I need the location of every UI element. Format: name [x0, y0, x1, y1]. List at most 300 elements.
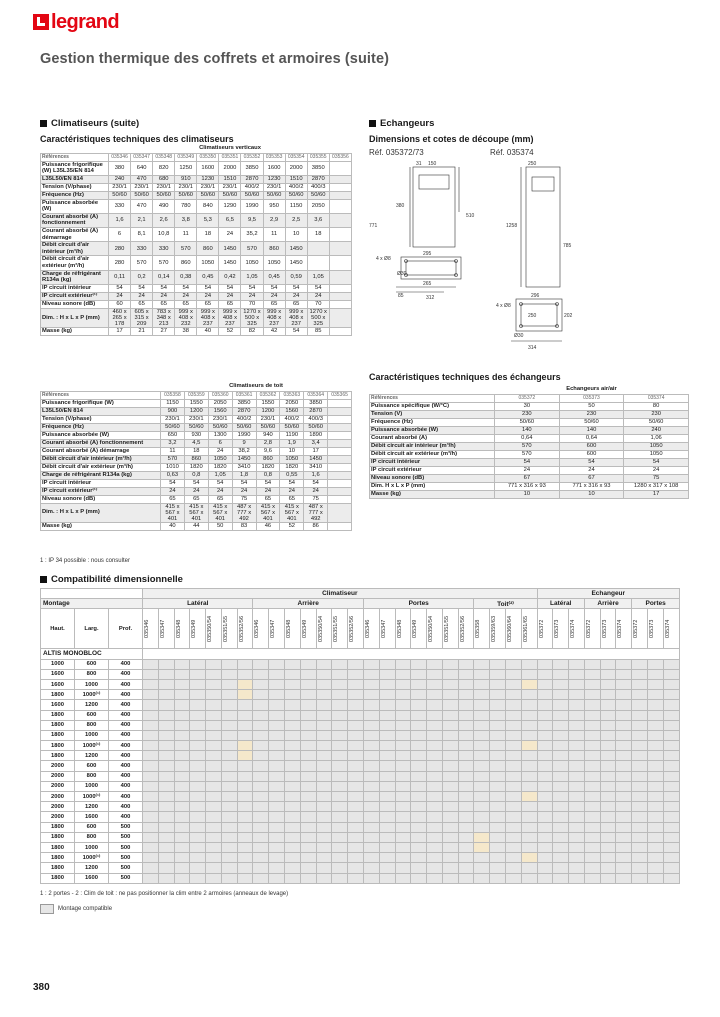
compat-mark-cell	[158, 720, 174, 730]
table-cell: 50/60	[208, 423, 232, 431]
table-title: Climatiseurs de toit	[161, 383, 352, 391]
compat-mark-cell	[553, 781, 569, 791]
compat-mark-cell	[490, 659, 506, 669]
compat-mark-cell	[521, 832, 537, 842]
compat-code: 035374	[570, 619, 577, 639]
compat-mark-cell	[474, 700, 490, 710]
compat-mark-cell	[600, 863, 616, 873]
table-cell: 035373	[559, 394, 624, 402]
compat-mark-cell	[158, 802, 174, 812]
clim-toit-table-wrap	[40, 383, 352, 531]
table-cell: 50/60	[307, 191, 329, 199]
compat-mark-cell	[490, 741, 506, 751]
compat-mark-cell	[332, 700, 348, 710]
compat-mark-cell	[553, 771, 569, 781]
table-cell: 4,5	[184, 439, 208, 447]
compat-mark-cell	[221, 730, 237, 740]
compat-code-cell	[158, 609, 174, 649]
compat-mark-cell	[537, 802, 553, 812]
compat-code-cell	[427, 609, 443, 649]
compat-mark-cell	[521, 679, 537, 689]
compat-mark-cell	[505, 853, 521, 863]
table-cell: 330	[131, 242, 153, 256]
table-cell: 82	[241, 327, 263, 335]
compat-mark-cell	[505, 781, 521, 791]
table-cell: 2,9	[263, 213, 285, 227]
compat-code: 035347	[159, 619, 166, 639]
table-cell: 035356	[329, 153, 351, 161]
compat-mark-cell	[395, 679, 411, 689]
compat-mark-cell	[221, 842, 237, 852]
table-cell: 24	[263, 292, 285, 300]
compat-mark-cell	[285, 761, 301, 771]
compat-mark-cell	[553, 853, 569, 863]
compat-mark-cell	[600, 853, 616, 863]
compat-mark-cell	[600, 700, 616, 710]
compat-mark-cell	[363, 771, 379, 781]
table-cell: 24	[131, 292, 153, 300]
compat-mark-cell	[632, 669, 648, 679]
compat-dim-cell: 1000⁽¹⁾	[75, 853, 109, 863]
table-row	[370, 490, 689, 498]
table-row	[41, 522, 352, 530]
table-cell: 860	[184, 455, 208, 463]
row-label: Courant absorbé (A) démarrage	[41, 447, 161, 455]
compat-mark-cell	[632, 812, 648, 822]
compat-mark-cell	[442, 863, 458, 873]
compat-mark-cell	[490, 771, 506, 781]
table-cell: 1990	[241, 199, 263, 213]
table-cell: 1450	[285, 242, 307, 256]
compat-mark-cell	[316, 781, 332, 791]
compat-mark-cell	[206, 873, 222, 883]
compat-mark-cell	[537, 771, 553, 781]
compat-mark-cell	[490, 679, 506, 689]
row-label: Puissance absorbée (W)	[370, 426, 495, 434]
compat-mark-cell	[300, 802, 316, 812]
compat-code: 035349	[412, 619, 419, 639]
compat-mark-cell	[600, 720, 616, 730]
compat-mark-cell	[411, 802, 427, 812]
table-cell	[329, 308, 351, 327]
table-cell: 771 x 316 x 93	[559, 482, 624, 490]
compat-mark-cell	[490, 832, 506, 842]
compat-mark-cell	[348, 710, 364, 720]
compat-mark-cell	[427, 730, 443, 740]
table-cell: 400/2	[232, 415, 256, 423]
compat-mark-cell	[316, 730, 332, 740]
compat-mark-cell	[537, 761, 553, 771]
dim-a-265: 265	[423, 281, 432, 287]
compat-mark-cell	[237, 730, 253, 740]
compat-mark-cell	[411, 853, 427, 863]
compat-mark-cell	[648, 802, 664, 812]
table-row	[41, 455, 352, 463]
compat-mark-cell	[600, 781, 616, 791]
table-cell: 415 x 567 x 401	[208, 503, 232, 522]
compat-mark-cell	[648, 781, 664, 791]
compat-mark-cell	[174, 863, 190, 873]
dim-a-dia30: Ø30	[397, 271, 407, 277]
compat-mark-cell	[648, 822, 664, 832]
table-cell: 67	[559, 474, 624, 482]
compat-mark-cell	[363, 822, 379, 832]
compat-mark-cell	[363, 842, 379, 852]
compat-mark-cell	[206, 710, 222, 720]
compat-mark-cell	[442, 832, 458, 842]
table-cell	[329, 327, 351, 335]
table-cell: 54	[307, 284, 329, 292]
compat-dim-cell: 1000	[75, 842, 109, 852]
compat-mark-cell	[458, 863, 474, 873]
row-label: Masse (kg)	[370, 490, 495, 498]
compat-mark-cell	[253, 730, 269, 740]
table-cell: 1,6	[109, 213, 131, 227]
table-cell: 2000	[285, 161, 307, 175]
compat-mark-cell	[458, 832, 474, 842]
compat-dim-cell: 500	[109, 863, 143, 873]
table-cell: 24	[559, 466, 624, 474]
compat-mark-cell	[474, 842, 490, 852]
compat-mark-cell	[158, 873, 174, 883]
compat-mark-cell	[348, 679, 364, 689]
compat-mark-cell	[521, 812, 537, 822]
compat-mark-cell	[600, 842, 616, 852]
compat-mark-cell	[411, 690, 427, 700]
table-cell: 54	[624, 458, 689, 466]
compat-mark-cell	[553, 690, 569, 700]
table-cell	[329, 284, 351, 292]
compat-mark-cell	[616, 659, 632, 669]
compat-dim-cell: 400	[109, 781, 143, 791]
table-cell: 230/1	[219, 183, 241, 191]
compat-mark-cell	[537, 700, 553, 710]
compat-dim-cell: 1200	[75, 802, 109, 812]
compat-mark-cell	[474, 679, 490, 689]
table-cell: 52	[280, 522, 304, 530]
compat-code: 035349	[191, 619, 198, 639]
compat-mark-cell	[158, 730, 174, 740]
compat-mark-cell	[348, 863, 364, 873]
table-cell: 2870	[307, 175, 329, 183]
compat-mark-cell	[458, 771, 474, 781]
compat-mark-cell	[442, 781, 458, 791]
compat-mark-cell	[474, 761, 490, 771]
compat-mark-cell	[348, 720, 364, 730]
compat-mark-cell	[632, 781, 648, 791]
compat-mark-cell	[584, 853, 600, 863]
compat-mark-cell	[553, 832, 569, 842]
compat-mark-cell	[521, 710, 537, 720]
compat-dim-cell: 1000	[75, 679, 109, 689]
table-cell: 67	[495, 474, 560, 482]
compat-mark-cell	[521, 853, 537, 863]
compat-mark-cell	[569, 832, 585, 842]
compat-code-cell	[348, 609, 364, 649]
compat-mark-cell	[332, 690, 348, 700]
compat-mark-cell	[569, 853, 585, 863]
compat-mark-cell	[442, 690, 458, 700]
compat-mark-cell	[553, 710, 569, 720]
table-cell: 230/1	[184, 415, 208, 423]
table-row	[41, 270, 352, 284]
table-cell: 44	[184, 522, 208, 530]
table-cell: 24	[109, 292, 131, 300]
compat-mark-cell	[474, 863, 490, 873]
table-cell: 3850	[241, 161, 263, 175]
compat-mark-cell	[158, 690, 174, 700]
table-cell: 54	[285, 284, 307, 292]
compat-mark-cell	[427, 690, 443, 700]
table-cell: 230/1	[175, 183, 197, 191]
compat-mark-cell	[411, 873, 427, 883]
compat-mark-cell	[253, 812, 269, 822]
compat-mark-cell	[474, 710, 490, 720]
table-cell: 50/60	[263, 191, 285, 199]
compat-dim-cell: 1600	[75, 873, 109, 883]
compat-mark-cell	[490, 812, 506, 822]
table-cell: 035374	[624, 394, 689, 402]
table-cell: 3,6	[307, 213, 329, 227]
compat-mark-cell	[379, 792, 395, 802]
compat-mark-cell	[600, 710, 616, 720]
legrand-logo	[33, 11, 120, 33]
compat-mark-cell	[537, 832, 553, 842]
compat-dim-cell: 500	[109, 873, 143, 883]
table-cell: 83	[232, 522, 256, 530]
compat-mark-cell	[316, 792, 332, 802]
compat-mark-cell	[663, 730, 679, 740]
table-cell: 605 x 315 x 209	[131, 308, 153, 327]
compat-mark-cell	[269, 700, 285, 710]
compat-mark-cell	[442, 710, 458, 720]
ech-b-front-outline	[526, 167, 560, 287]
compat-mark-cell	[553, 802, 569, 812]
compat-mark-cell	[300, 751, 316, 761]
compat-mark-cell	[474, 741, 490, 751]
compat-mark-cell	[600, 730, 616, 740]
table-cell: 999 x 408 x 237	[285, 308, 307, 327]
compat-mark-cell	[648, 863, 664, 873]
compat-mark-cell	[143, 832, 159, 842]
table-cell: 1200	[256, 407, 280, 415]
compat-mark-cell	[379, 771, 395, 781]
table-cell	[328, 463, 352, 471]
compat-mark-cell	[269, 710, 285, 720]
compat-code: 035352/56	[349, 615, 356, 642]
table-cell: 24	[241, 292, 263, 300]
compat-mark-cell	[474, 832, 490, 842]
row-label: Puissance frigorifique (W)	[41, 399, 161, 407]
compat-mark-cell	[490, 710, 506, 720]
compat-mark-cell	[221, 720, 237, 730]
row-label: Courant absorbé (A)	[370, 434, 495, 442]
dim-b-202: 202	[564, 313, 573, 319]
table-cell: 65	[131, 300, 153, 308]
compat-code: 035358	[475, 619, 482, 639]
compat-mark-cell	[442, 720, 458, 730]
compat-mark-cell	[379, 700, 395, 710]
table-cell: 54	[285, 327, 307, 335]
compat-code-cell	[237, 609, 253, 649]
compat-mark-cell	[253, 853, 269, 863]
compat-dim-cell: 1800	[41, 730, 75, 740]
table-cell: 470	[131, 199, 153, 213]
table-cell: 415 x 567 x 401	[256, 503, 280, 522]
compat-dim-cell: 400	[109, 730, 143, 740]
compat-code: 035373	[649, 619, 656, 639]
compat-mark-cell	[632, 771, 648, 781]
compat-mark-cell	[521, 741, 537, 751]
compat-mark-cell	[458, 700, 474, 710]
compat-mark-cell	[584, 741, 600, 751]
compat-mark-cell	[600, 659, 616, 669]
compat-mark-cell	[442, 669, 458, 679]
row-label: Débit circuit d'air extérieur (m³/h)	[41, 256, 109, 270]
compat-mark-cell	[648, 812, 664, 822]
table-row	[41, 300, 352, 308]
compat-group-arriere: Arrière	[584, 599, 631, 609]
compat-mark-cell	[143, 842, 159, 852]
compat-mark-cell	[490, 700, 506, 710]
compat-mark-cell	[632, 802, 648, 812]
compat-group-lateral: Latéral	[143, 599, 253, 609]
table-cell: 1820	[256, 463, 280, 471]
compat-code: 035350/54	[207, 615, 214, 642]
compat-mark-cell	[569, 730, 585, 740]
compat-mark-cell	[363, 751, 379, 761]
table-cell: 1270 x 500 x 325	[307, 308, 329, 327]
dim-a-312: 312	[426, 295, 435, 301]
table-cell: 50/60	[280, 423, 304, 431]
compat-mark-cell	[569, 659, 585, 669]
compat-footnote: 1 : 2 portes - 2 : Clim de toit : ne pas positionner la clim entre 2 armoires (anneaux de levage)	[40, 891, 289, 897]
compat-mark-cell	[395, 832, 411, 842]
compat-mark-cell	[505, 863, 521, 873]
table-cell: 75	[232, 495, 256, 503]
table-cell: 18	[197, 228, 219, 242]
table-row	[370, 426, 689, 434]
compat-mark-cell	[269, 822, 285, 832]
compat-mark-cell	[221, 710, 237, 720]
compat-code-cell	[584, 609, 600, 649]
row-label: Charge de réfrigérant R134a (kg)	[41, 270, 109, 284]
row-label: Puissance absorbée (W)	[41, 199, 109, 213]
table-cell: 035353	[263, 153, 285, 161]
row-label: Courant absorbé (A) fonctionnement	[41, 439, 161, 447]
table-cell: 1510	[219, 175, 241, 183]
compat-mark-cell	[616, 802, 632, 812]
compat-mark-cell	[269, 751, 285, 761]
compat-mark-cell	[553, 741, 569, 751]
table-cell: 650	[161, 431, 185, 439]
table-cell	[328, 439, 352, 447]
table-cell: 400/3	[307, 183, 329, 191]
compat-mark-cell	[332, 679, 348, 689]
compat-code: 035348	[286, 619, 293, 639]
compat-mark-cell	[569, 700, 585, 710]
compat-row	[41, 710, 680, 720]
compat-mark-cell	[332, 771, 348, 781]
table-cell: 230/1	[131, 183, 153, 191]
compat-mark-cell	[237, 669, 253, 679]
table-cell: 5,3	[197, 213, 219, 227]
compat-mark-cell	[237, 853, 253, 863]
compat-mark-cell	[553, 669, 569, 679]
compat-mark-cell	[505, 741, 521, 751]
compat-mark-cell	[427, 741, 443, 751]
compat-mark-cell	[190, 781, 206, 791]
table-cell: 415 x 567 x 401	[184, 503, 208, 522]
table-cell: 54	[131, 284, 153, 292]
compat-mark-cell	[285, 771, 301, 781]
compat-dim-cell: 1800	[41, 690, 75, 700]
table-cell: 1820	[208, 463, 232, 471]
table-cell	[329, 228, 351, 242]
table-cell: 38,2	[232, 447, 256, 455]
compat-mark-cell	[616, 832, 632, 842]
compat-code: 035347	[380, 619, 387, 639]
table-cell: 24	[184, 487, 208, 495]
compat-mark-cell	[427, 669, 443, 679]
table-cell: 400/2	[241, 183, 263, 191]
compat-mark-cell	[427, 812, 443, 822]
compat-mark-cell	[332, 832, 348, 842]
compat-dim-cell: 1600	[41, 679, 75, 689]
compat-mark-cell	[237, 720, 253, 730]
compat-mark-cell	[363, 700, 379, 710]
table-corner	[370, 386, 495, 394]
compat-mark-cell	[363, 720, 379, 730]
table-cell	[328, 423, 352, 431]
table-cell: 54	[256, 479, 280, 487]
compat-mark-cell	[521, 751, 537, 761]
compat-mark-cell	[505, 751, 521, 761]
table-cell: 54	[208, 479, 232, 487]
compat-mark-cell	[190, 720, 206, 730]
compat-mark-cell	[190, 761, 206, 771]
compat-mark-cell	[505, 730, 521, 740]
table-cell: 0,64	[495, 434, 560, 442]
compat-mark-cell	[206, 792, 222, 802]
table-cell: 65	[208, 495, 232, 503]
compat-mark-cell	[553, 751, 569, 761]
compat-mark-cell	[300, 700, 316, 710]
compat-mark-cell	[379, 761, 395, 771]
compat-mark-cell	[569, 781, 585, 791]
compat-mark-cell	[521, 842, 537, 852]
compat-mark-cell	[190, 741, 206, 751]
compat-code: 035350/54	[428, 615, 435, 642]
compat-mark-cell	[474, 792, 490, 802]
table-cell: 035352	[241, 153, 263, 161]
compat-mark-cell	[348, 700, 364, 710]
compat-mark-cell	[411, 832, 427, 842]
table-cell	[328, 407, 352, 415]
compat-mark-cell	[269, 720, 285, 730]
table-cell: 230/1	[197, 183, 219, 191]
clim-subtitle: Caractéristiques techniques des climatiseurs	[40, 134, 234, 144]
compat-row	[41, 761, 680, 771]
dim-b-296: 296	[531, 293, 540, 299]
table-cell: 999 x 408 x 237	[197, 308, 219, 327]
table-cell: 400/2	[280, 415, 304, 423]
table-cell	[328, 487, 352, 495]
table-cell: 400/3	[304, 415, 328, 423]
table-cell: 1050	[208, 455, 232, 463]
ech-drawings	[366, 157, 576, 357]
compat-mark-cell	[663, 822, 679, 832]
